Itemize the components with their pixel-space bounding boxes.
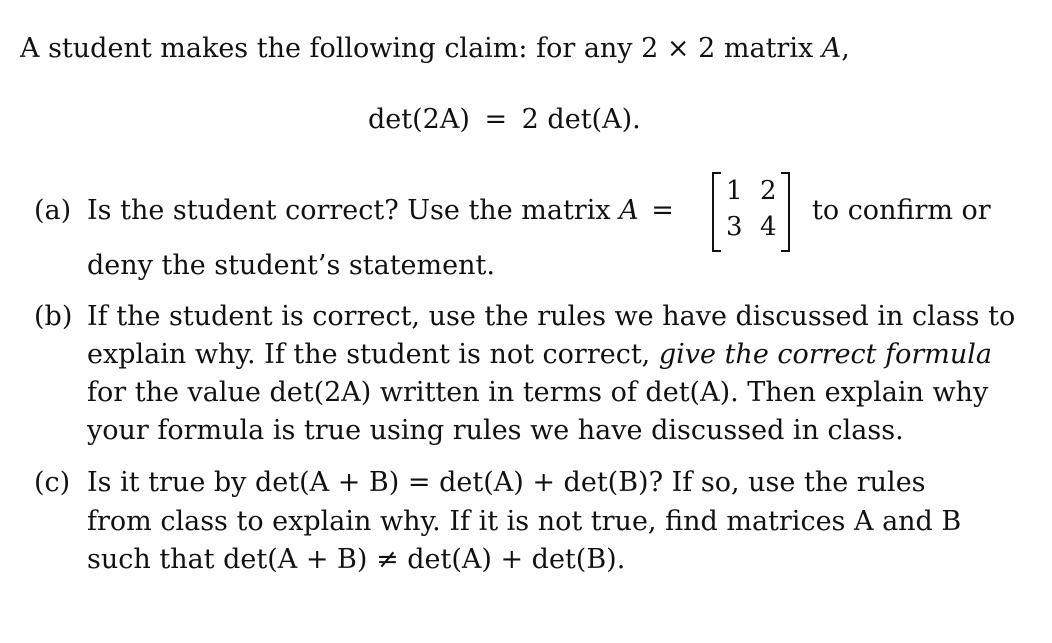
matrix-cell: 3: [726, 212, 743, 242]
part-c-line3: such that det(A + B) ≠ det(A) + det(B).: [87, 544, 626, 575]
equation-rhs: 2 det(A).: [521, 104, 641, 135]
part-c-line2: from class to explain why. If it is not true, find matrices A and B: [87, 506, 962, 537]
intro-matrix-var: A: [821, 33, 842, 64]
part-b-line2: [87, 339, 992, 370]
matrix-left-bracket: [712, 172, 721, 252]
part-a-equals: =: [651, 195, 674, 226]
part-a-text: [87, 195, 674, 226]
part-a-line2: deny the student’s statement.: [87, 250, 495, 281]
matrix-cell: 4: [760, 212, 777, 242]
part-b-line4: your formula is true using rules we have discussed in class.: [87, 415, 904, 446]
matrix-cell: 1: [726, 176, 743, 206]
matrix-right-bracket: [781, 172, 790, 252]
part-c-label: (c): [34, 467, 71, 498]
part-a-text-after: to confirm or: [812, 195, 991, 226]
intro-text: A student makes the following claim: for any 2 × 2 matrix: [20, 33, 822, 64]
part-b-line1: If the student is correct, use the rules we have discussed in class to: [87, 301, 1016, 332]
equation-lhs: det(2A): [368, 104, 470, 135]
equation-equals: =: [484, 104, 508, 135]
part-a-text-before: Is the student correct? Use the matrix: [87, 195, 620, 226]
matrix-a: [712, 172, 790, 248]
intro-comma: ,: [841, 33, 850, 64]
part-b-line3: for the value det(2A) written in terms of det(A). Then explain why: [87, 377, 989, 408]
display-equation: [368, 104, 641, 135]
intro-line: [20, 33, 850, 64]
part-a-label: (a): [34, 195, 72, 226]
part-a-matrix-var: A: [619, 195, 639, 226]
matrix-cell: 2: [760, 176, 777, 206]
part-c-line1: Is it true by det(A + B) = det(A) + det(B)? If so, use the rules: [87, 467, 926, 498]
part-b-label: (b): [34, 301, 73, 332]
part-b-emphasis: give the correct formula: [658, 339, 992, 370]
part-b-line2-text: explain why. If the student is not correct,: [87, 339, 659, 370]
